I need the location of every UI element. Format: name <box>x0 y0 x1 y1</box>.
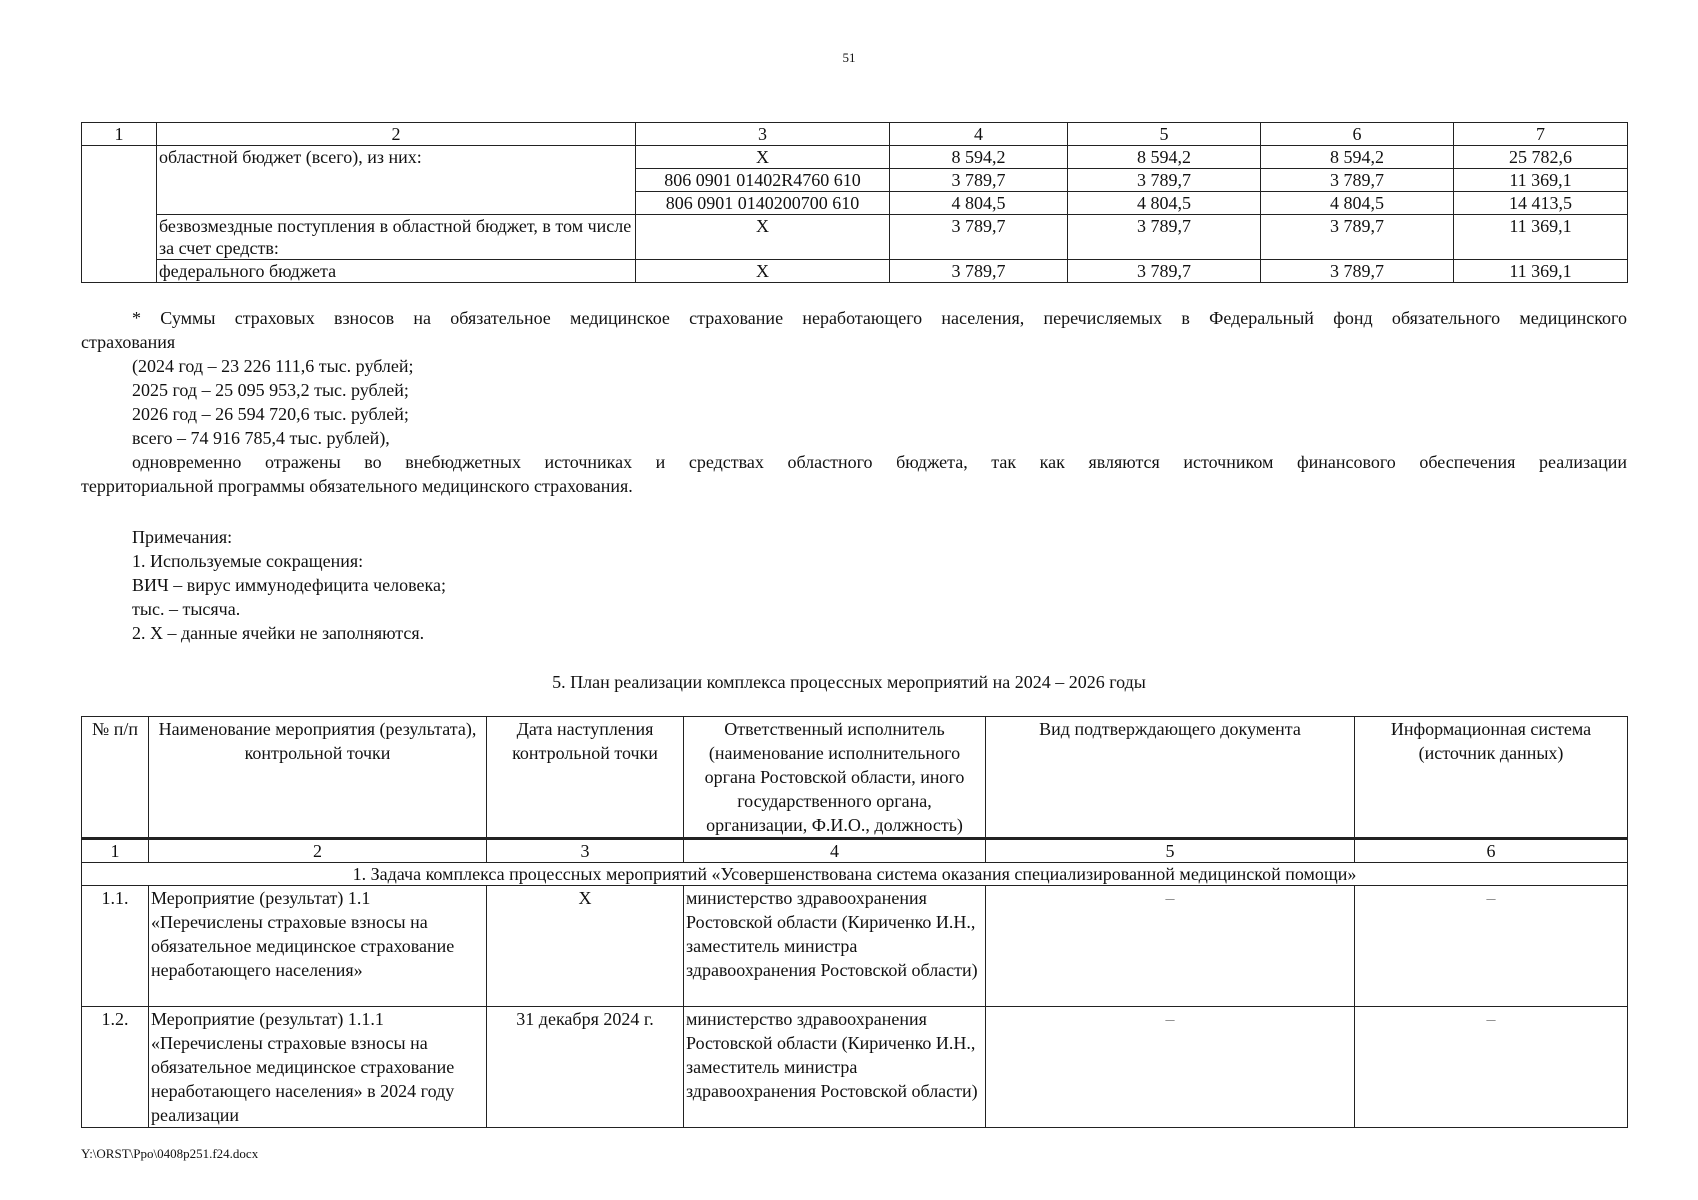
column-number: 1 <box>82 839 149 863</box>
responsible-executor: министерство здравоохранения Ростовской области (Кириченко И.Н., заместитель министра здравоохранения Ростовской области) <box>684 886 986 1007</box>
header-cell: Информационная система (источник данных) <box>1355 717 1628 839</box>
footnote-tail: одновременно отражены во внебюджетных источниках и средствах областного бюджета, так как являются источником финансового обеспечения реализации <box>132 452 1627 472</box>
remarks-abbreviation: ВИЧ – вирус иммунодефицита человека; <box>132 575 446 595</box>
responsible-executor: министерство здравоохранения Ростовской области (Кириченко И.Н., заместитель министра здравоохранения Ростовской области) <box>684 1007 986 1128</box>
header-cell: 1 <box>82 123 157 146</box>
file-path-footer: Y:\ORST\Ppo\0408p251.f24.docx <box>81 1146 259 1161</box>
row-number: 1.1. <box>82 886 149 1007</box>
header-cell: 2 <box>157 123 636 146</box>
value-cell: 3 789,7 <box>890 260 1068 283</box>
row-name-cell: федерального бюджета <box>157 260 636 283</box>
footnote-tail-end: территориальной программы обязательного медицинского страхования. <box>81 476 633 496</box>
footnote-main: * Суммы страховых взносов на обязательное медицинское страхование неработающего населения, перечисляемых в Федеральный фонд обязательного медицинского <box>132 308 1627 328</box>
code-cell: Х <box>636 260 890 283</box>
section-title: 5. План реализации комплекса процессных мероприятий на 2024 – 2026 годы <box>552 672 1146 692</box>
footnote-line-2024: (2024 год – 23 226 111,6 тыс. рублей; <box>132 356 414 376</box>
total-cell: 25 782,6 <box>1454 146 1628 169</box>
value-cell: 3 789,7 <box>1261 215 1454 260</box>
column-number: 4 <box>684 839 986 863</box>
plan-table-column-numbers <box>82 839 1628 863</box>
total-cell: 14 413,5 <box>1454 192 1628 215</box>
total-cell: 11 369,1 <box>1454 169 1628 192</box>
remarks <box>81 525 1627 645</box>
value-cell: 8 594,2 <box>1261 146 1454 169</box>
document-type: – <box>986 1007 1355 1128</box>
total-cell: 11 369,1 <box>1454 260 1628 283</box>
footnote-line-2026: 2026 год – 26 594 720,6 тыс. рублей; <box>132 404 409 424</box>
activity-name: Мероприятие (результат) 1.1 «Перечислены страховые взносы на обязательное медицинское страхование неработающего населения» <box>149 886 487 1007</box>
information-system: – <box>1355 1007 1628 1128</box>
table-row <box>82 215 1628 260</box>
footnote-main-end: страхования <box>81 332 176 352</box>
remarks-item: 1. Используемые сокращения: <box>132 551 364 571</box>
budget-table-header <box>82 123 1628 146</box>
header-cell: 3 <box>636 123 890 146</box>
remarks-abbreviation: тыс. – тысяча. <box>132 599 241 619</box>
header-cell: 6 <box>1261 123 1454 146</box>
header-cell: № п/п <box>82 717 149 839</box>
column-number: 3 <box>487 839 684 863</box>
header-cell: 5 <box>1068 123 1261 146</box>
code-cell: 806 0901 0140200700 610 <box>636 192 890 215</box>
header-cell: 7 <box>1454 123 1628 146</box>
task-row <box>82 863 1628 886</box>
information-system: – <box>1355 886 1628 1007</box>
row-number-cell <box>82 146 157 283</box>
value-cell: 8 594,2 <box>1068 146 1261 169</box>
value-cell: 3 789,7 <box>1068 169 1261 192</box>
document-type: – <box>986 886 1355 1007</box>
checkpoint-date: Х <box>487 886 684 1007</box>
row-name-cell: областной бюджет (всего), из них: <box>157 146 636 215</box>
table-row <box>82 1007 1628 1128</box>
value-cell: 4 804,5 <box>1261 192 1454 215</box>
value-cell: 3 789,7 <box>1068 215 1261 260</box>
value-cell: 3 789,7 <box>890 169 1068 192</box>
task-title: 1. Задача комплекса процессных мероприятий «Усовершенствована система оказания специализированной медицинской помощи» <box>82 863 1628 886</box>
row-name-cell: безвозмездные поступления в областной бюджет, в том числе за счет средств: <box>157 215 636 260</box>
plan-table-header <box>82 717 1628 839</box>
code-cell: Х <box>636 215 890 260</box>
budget-table <box>81 122 1628 283</box>
table-row <box>82 146 1628 169</box>
table-row <box>82 886 1628 1007</box>
remarks-title: Примечания: <box>132 527 233 547</box>
value-cell: 3 789,7 <box>1261 260 1454 283</box>
total-cell: 11 369,1 <box>1454 215 1628 260</box>
value-cell: 4 804,5 <box>1068 192 1261 215</box>
table-row <box>82 260 1628 283</box>
activity-name: Мероприятие (результат) 1.1.1 «Перечислены страховые взносы на обязательное медицинское страхование неработающего населения» в 2024 году реализации <box>149 1007 487 1128</box>
plan-table <box>81 716 1628 1128</box>
header-cell: Наименование мероприятия (результата), контрольной точки <box>149 717 487 839</box>
value-cell: 8 594,2 <box>890 146 1068 169</box>
row-number: 1.2. <box>82 1007 149 1128</box>
header-cell: Вид подтверждающего документа <box>986 717 1355 839</box>
header-cell: Ответственный исполнитель (наименование исполнительного органа Ростовской области, иного государственного органа, организации, Ф.И.О., должность) <box>684 717 986 839</box>
column-number: 6 <box>1355 839 1628 863</box>
page-number: 51 <box>842 50 856 65</box>
footnote <box>81 306 1627 498</box>
column-number: 2 <box>149 839 487 863</box>
footnote-line-2025: 2025 год – 25 095 953,2 тыс. рублей; <box>132 380 409 400</box>
header-cell: 4 <box>890 123 1068 146</box>
remarks-item: 2. Х – данные ячейки не заполняются. <box>132 623 425 643</box>
header-cell: Дата наступления контрольной точки <box>487 717 684 839</box>
value-cell: 3 789,7 <box>890 215 1068 260</box>
value-cell: 3 789,7 <box>1261 169 1454 192</box>
column-number: 5 <box>986 839 1355 863</box>
value-cell: 3 789,7 <box>1068 260 1261 283</box>
code-cell: Х <box>636 146 890 169</box>
footnote-line-total: всего – 74 916 785,4 тыс. рублей), <box>132 428 390 448</box>
value-cell: 4 804,5 <box>890 192 1068 215</box>
code-cell: 806 0901 01402R4760 610 <box>636 169 890 192</box>
checkpoint-date: 31 декабря 2024 г. <box>487 1007 684 1128</box>
